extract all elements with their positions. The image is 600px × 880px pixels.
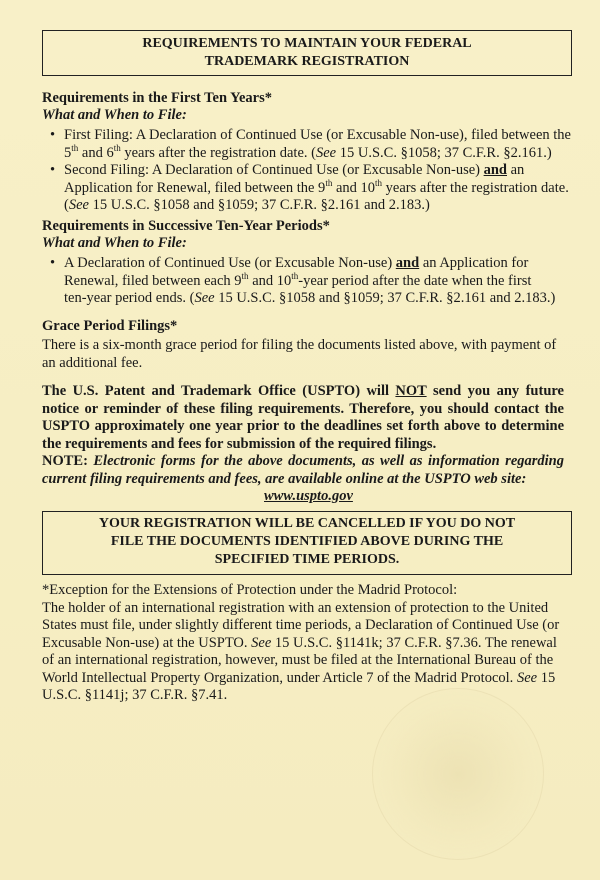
embossed-seal-icon xyxy=(372,688,544,860)
bullet-icon: • xyxy=(50,162,56,178)
title-line-1: REQUIREMENTS TO MAINTAIN YOUR FEDERAL xyxy=(142,36,472,51)
section2-heading: Requirements in Successive Ten-Year Periods* xyxy=(42,218,330,234)
section1-list xyxy=(50,127,590,215)
section3-heading: Grace Period Filings* xyxy=(42,318,178,334)
section2-subheading: What and When to File: xyxy=(42,235,187,251)
list-item: • A Declaration of Continued Use (or Excusable Non-use) and an Application for Renewal, filed between each 9th and 10th-year period after the date when the first ten-year period ends. (See 15 U.S.C. §1058 and §1059; 37 C.F.R. §2.161 and 2.183.) xyxy=(50,255,556,306)
madrid-title: *Exception for the Extensions of Protection under the Madrid Protocol: xyxy=(42,582,458,598)
warning-line-2: FILE THE DOCUMENTS IDENTIFIED ABOVE DURING THE xyxy=(110,534,504,549)
section1-subheading: What and When to File: xyxy=(42,107,187,123)
title-box xyxy=(42,30,572,76)
grace-period-text: There is a six-month grace period for filing the documents listed above, with payment of an additional fee. xyxy=(42,337,557,371)
section2-list xyxy=(50,255,590,308)
section1-heading: Requirements in the First Ten Years* xyxy=(42,90,272,106)
note-paragraph: NOTE: Electronic forms for the above documents, as well as information regarding current filing requirements and fees, are available online at the USPTO web site: xyxy=(42,453,564,487)
uspto-website-link[interactable]: www.uspto.gov xyxy=(264,488,353,504)
madrid-exception: *Exception for the Extensions of Protection under the Madrid Protocol: The holder of an international registration with an extension of protection to the United States must file, under slightly different time periods, a Declaration of Continued Use (or Excusable Non-use) at the USPTO. See 15 U.S.C. §1141k; 37 C.F.R. §7.36. The renewal of an international registration, however, must be filed at the International Bureau of the World Intellectual Property Organization, under Article 7 of the Madrid Protocol. See 15 U.S.C. §1141j; 37 C.F.R. §7.41. xyxy=(42,582,560,703)
cancellation-warning-box xyxy=(42,511,572,575)
warning-line-1: YOUR REGISTRATION WILL BE CANCELLED IF YOU DO NOT xyxy=(98,516,516,531)
title-line-2: TRADEMARK REGISTRATION xyxy=(204,54,410,69)
list-item: • Second Filing: A Declaration of Continued Use (or Excusable Non-use) and an Application for Renewal, filed between the 9th and 10th years after the registration date. (See 15 U.S.C. §1058 and §1059; 37 C.F.R. §2.161 and 2.183.) xyxy=(50,162,569,213)
uspto-notice: The U.S. Patent and Trademark Office (USPTO) will NOT send you any future notice or reminder of these filing requirements. Therefore, you should contact the USPTO approximately one year prior to the deadlines set forth above to determine the requirements and fees for submission of the required filings. xyxy=(42,383,564,452)
bullet-icon: • xyxy=(50,255,56,271)
bullet-icon: • xyxy=(50,127,56,143)
list-item: • First Filing: A Declaration of Continued Use (or Excusable Non-use), filed between the 5th and 6th years after the registration date. (See 15 U.S.C. §1058; 37 C.F.R. §2.161.) xyxy=(50,127,571,161)
warning-line-3: SPECIFIED TIME PERIODS. xyxy=(214,552,400,567)
